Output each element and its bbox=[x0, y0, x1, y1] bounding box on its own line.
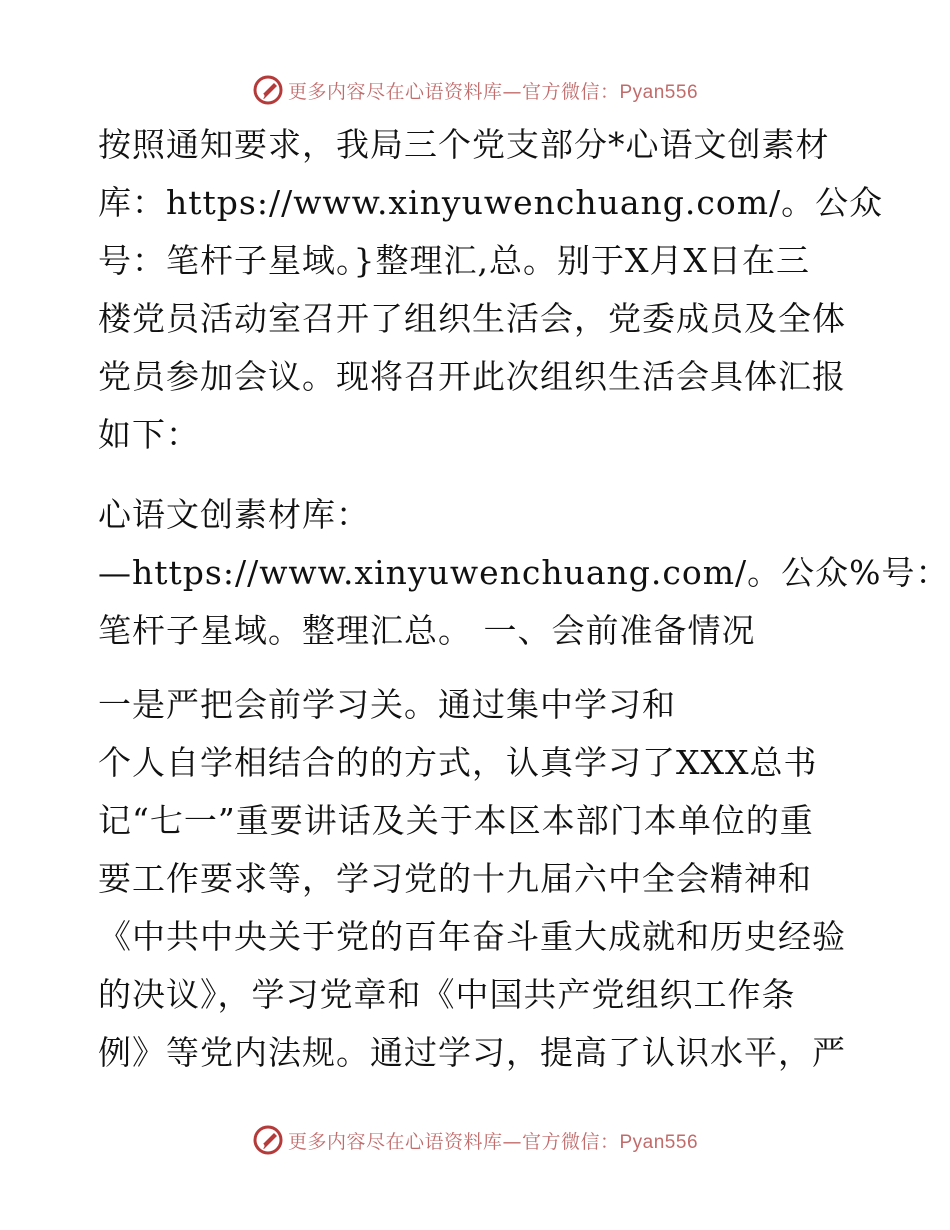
watermark-text bbox=[288, 1127, 698, 1154]
text-line: —https://www.xinyuwenchuang.com/。公众%号： bbox=[98, 553, 950, 592]
brand-logo-icon bbox=[252, 1124, 284, 1156]
header-watermark-banner bbox=[0, 70, 950, 110]
brand-logo-icon bbox=[252, 74, 284, 106]
text-line: 的决议》，学习党章和《中国共产党组织工作条 bbox=[98, 975, 796, 1014]
text-line: 一是严把会前学习关。通过集中学习和 bbox=[98, 685, 676, 724]
text-line: 如下： bbox=[98, 415, 200, 454]
text-line: 笔杆子星域。整理汇总。 一、会前准备情况 bbox=[98, 611, 756, 650]
text-line: 记“七一”重要讲话及关于本区本部门本单位的重 bbox=[98, 801, 814, 840]
wechat-id: Pyan556 bbox=[619, 81, 699, 103]
wechat-id: Pyan556 bbox=[619, 1131, 699, 1153]
text-line: 《中共中央关于党的百年奋斗重大成就和历史经验 bbox=[98, 917, 846, 956]
text-line: 号：笔杆子星域。}整理汇,总。别于X月X日在三 bbox=[98, 241, 810, 280]
text-line: 个人自学相结合的的方式，认真学习了XXX总书 bbox=[98, 743, 818, 782]
text-line: 按照通知要求，我局三个党支部分*心语文创素材 bbox=[98, 125, 830, 164]
watermark-main-text: 更多内容尽在心语资料库—官方微信： bbox=[287, 1130, 620, 1153]
text-line: 例》等党内法规。通过学习，提高了认识水平，严 bbox=[98, 1033, 846, 1072]
text-line: 心语文创素材库： bbox=[98, 495, 370, 534]
text-line: 党员参加会议。现将召开此次组织生活会具体汇报 bbox=[98, 357, 846, 396]
text-line: 楼党员活动室召开了组织生活会，党委成员及全体 bbox=[98, 299, 846, 338]
footer-watermark-banner bbox=[0, 1120, 950, 1160]
text-line: 要工作要求等，学习党的十九届六中全会精神和 bbox=[98, 859, 812, 898]
watermark-main-text: 更多内容尽在心语资料库—官方微信： bbox=[287, 80, 620, 103]
watermark-text bbox=[288, 77, 698, 104]
text-line: 库：https://www.xinyuwenchuang.com/。公众 bbox=[98, 183, 884, 222]
